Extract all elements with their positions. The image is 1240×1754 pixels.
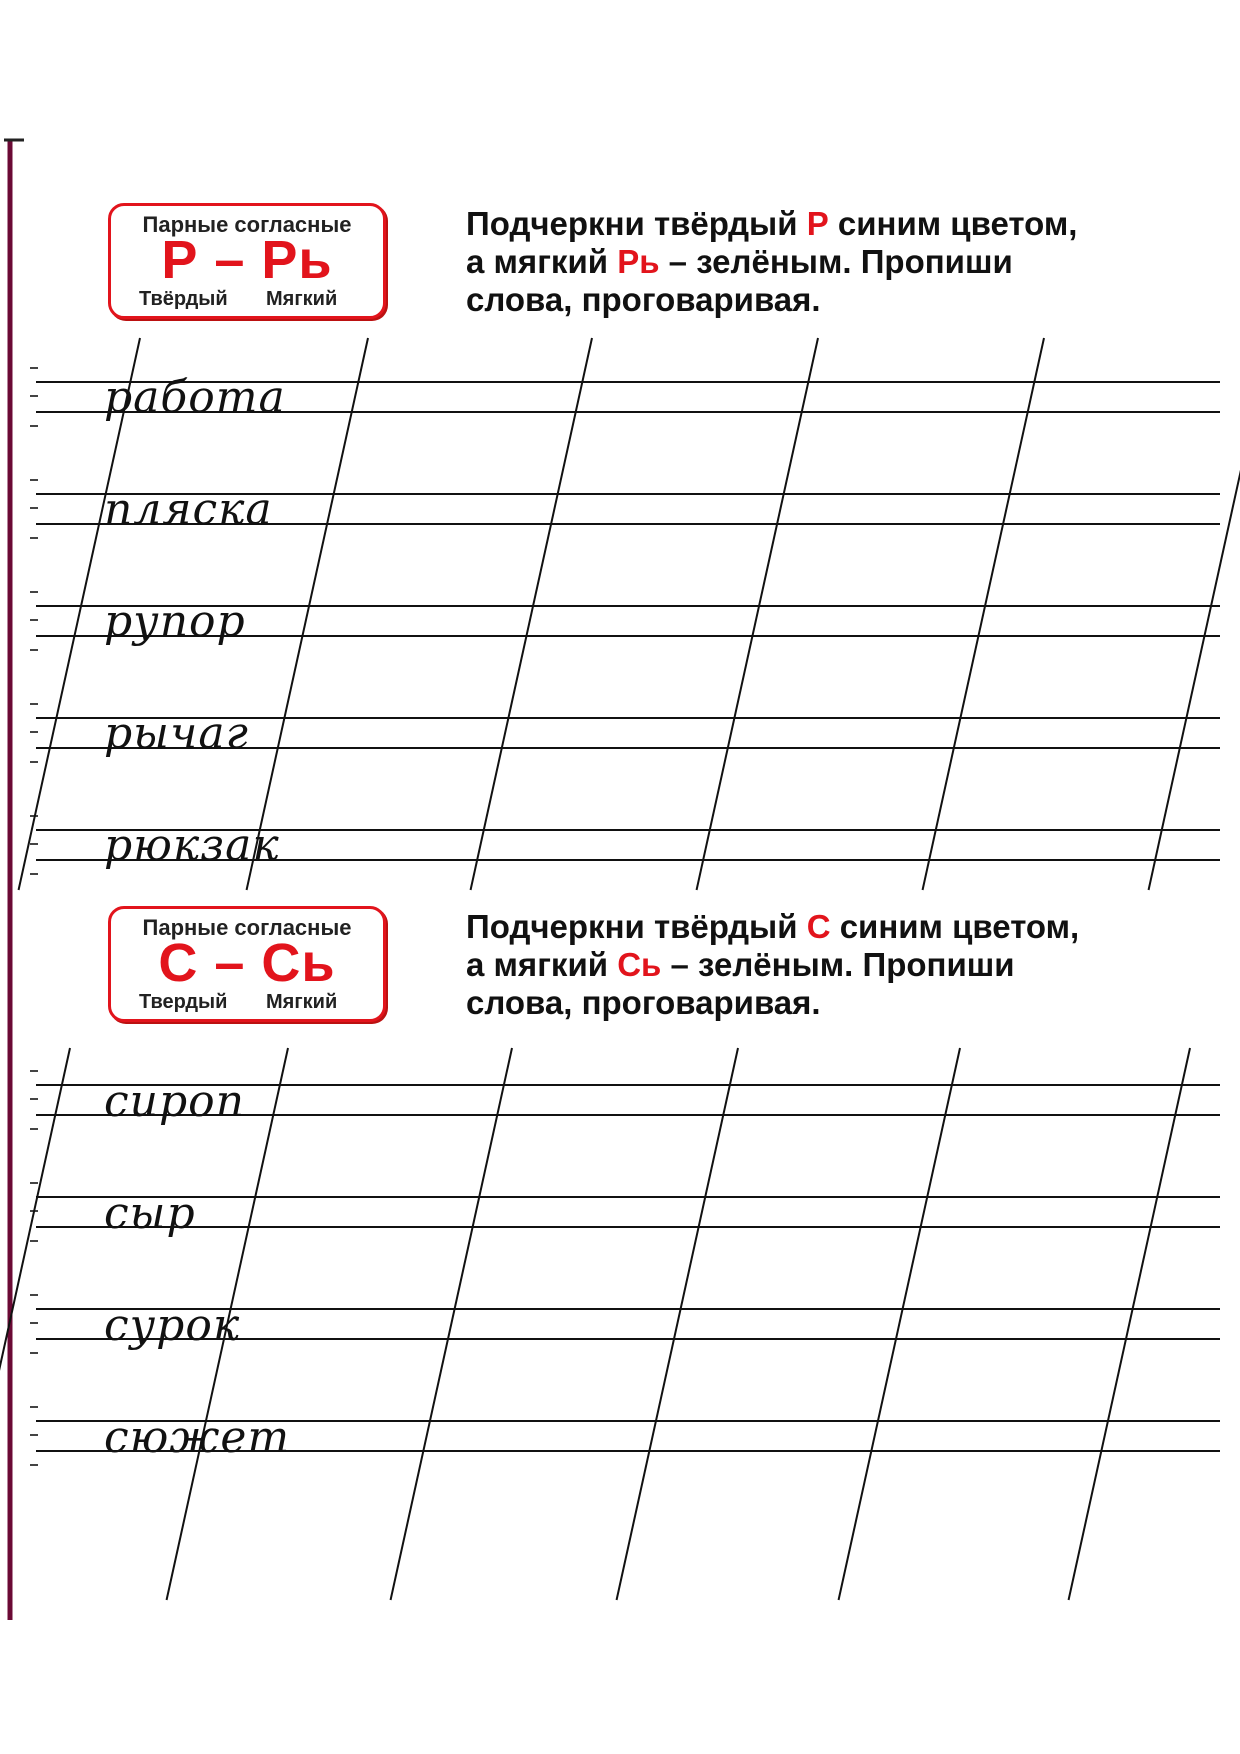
task-text: – зелёным. Пропиши (659, 243, 1013, 280)
badge-soft-label: Мягкий (266, 991, 338, 1013)
task-text: синим цветом, (828, 205, 1078, 242)
slant-line (1069, 1048, 1190, 1600)
task-text: синим цветом, (830, 908, 1080, 945)
paired-consonants-badge-s (108, 906, 386, 1022)
slant-line (391, 1048, 512, 1600)
hard-letter: С (806, 908, 831, 945)
cursive-word: рупор (104, 596, 246, 647)
slant-line (1149, 338, 1240, 890)
cursive-word: рычаг (104, 708, 249, 759)
badge-title: Парные согласные (142, 212, 352, 237)
task-instruction-r (466, 205, 1186, 319)
soft-letter: Рь (617, 243, 660, 280)
task-text: а мягкий (466, 946, 618, 983)
hard-letter: Р (806, 205, 829, 242)
badge-letter-pair: С – Сь (158, 933, 336, 993)
task-text: – зелёным. Пропиши (661, 946, 1015, 983)
slant-line (923, 338, 1044, 890)
cursive-word: пляска (104, 484, 273, 535)
cursive-word: сироп (104, 1076, 245, 1127)
task-instruction-s (466, 908, 1186, 1022)
cursive-word: рюкзак (104, 820, 280, 871)
badge-title: Парные согласные (142, 915, 352, 940)
task-text: слова, проговаривая. (466, 281, 821, 318)
cursive-word: сюжет (104, 1412, 291, 1463)
badge-soft-label: Мягкий (266, 288, 338, 310)
badge-hard-label: Твердый (139, 991, 228, 1013)
task-text: слова, проговаривая. (466, 984, 821, 1021)
task-text: а мягкий (466, 243, 618, 280)
paired-consonants-badge-r (108, 203, 386, 319)
cursive-word: сыр (104, 1188, 196, 1239)
badge-letter-pair: Р – Рь (161, 230, 333, 290)
slant-line (617, 1048, 738, 1600)
task-text: Подчеркни твёрдый (466, 205, 807, 242)
cursive-word: работа (104, 372, 286, 423)
slant-line (697, 338, 818, 890)
badge-hard-label: Твёрдый (139, 288, 228, 310)
task-text: Подчеркни твёрдый (466, 908, 807, 945)
slant-line (471, 338, 592, 890)
cursive-word: сурок (104, 1300, 241, 1351)
slant-line (839, 1048, 960, 1600)
soft-letter: Сь (617, 946, 662, 983)
